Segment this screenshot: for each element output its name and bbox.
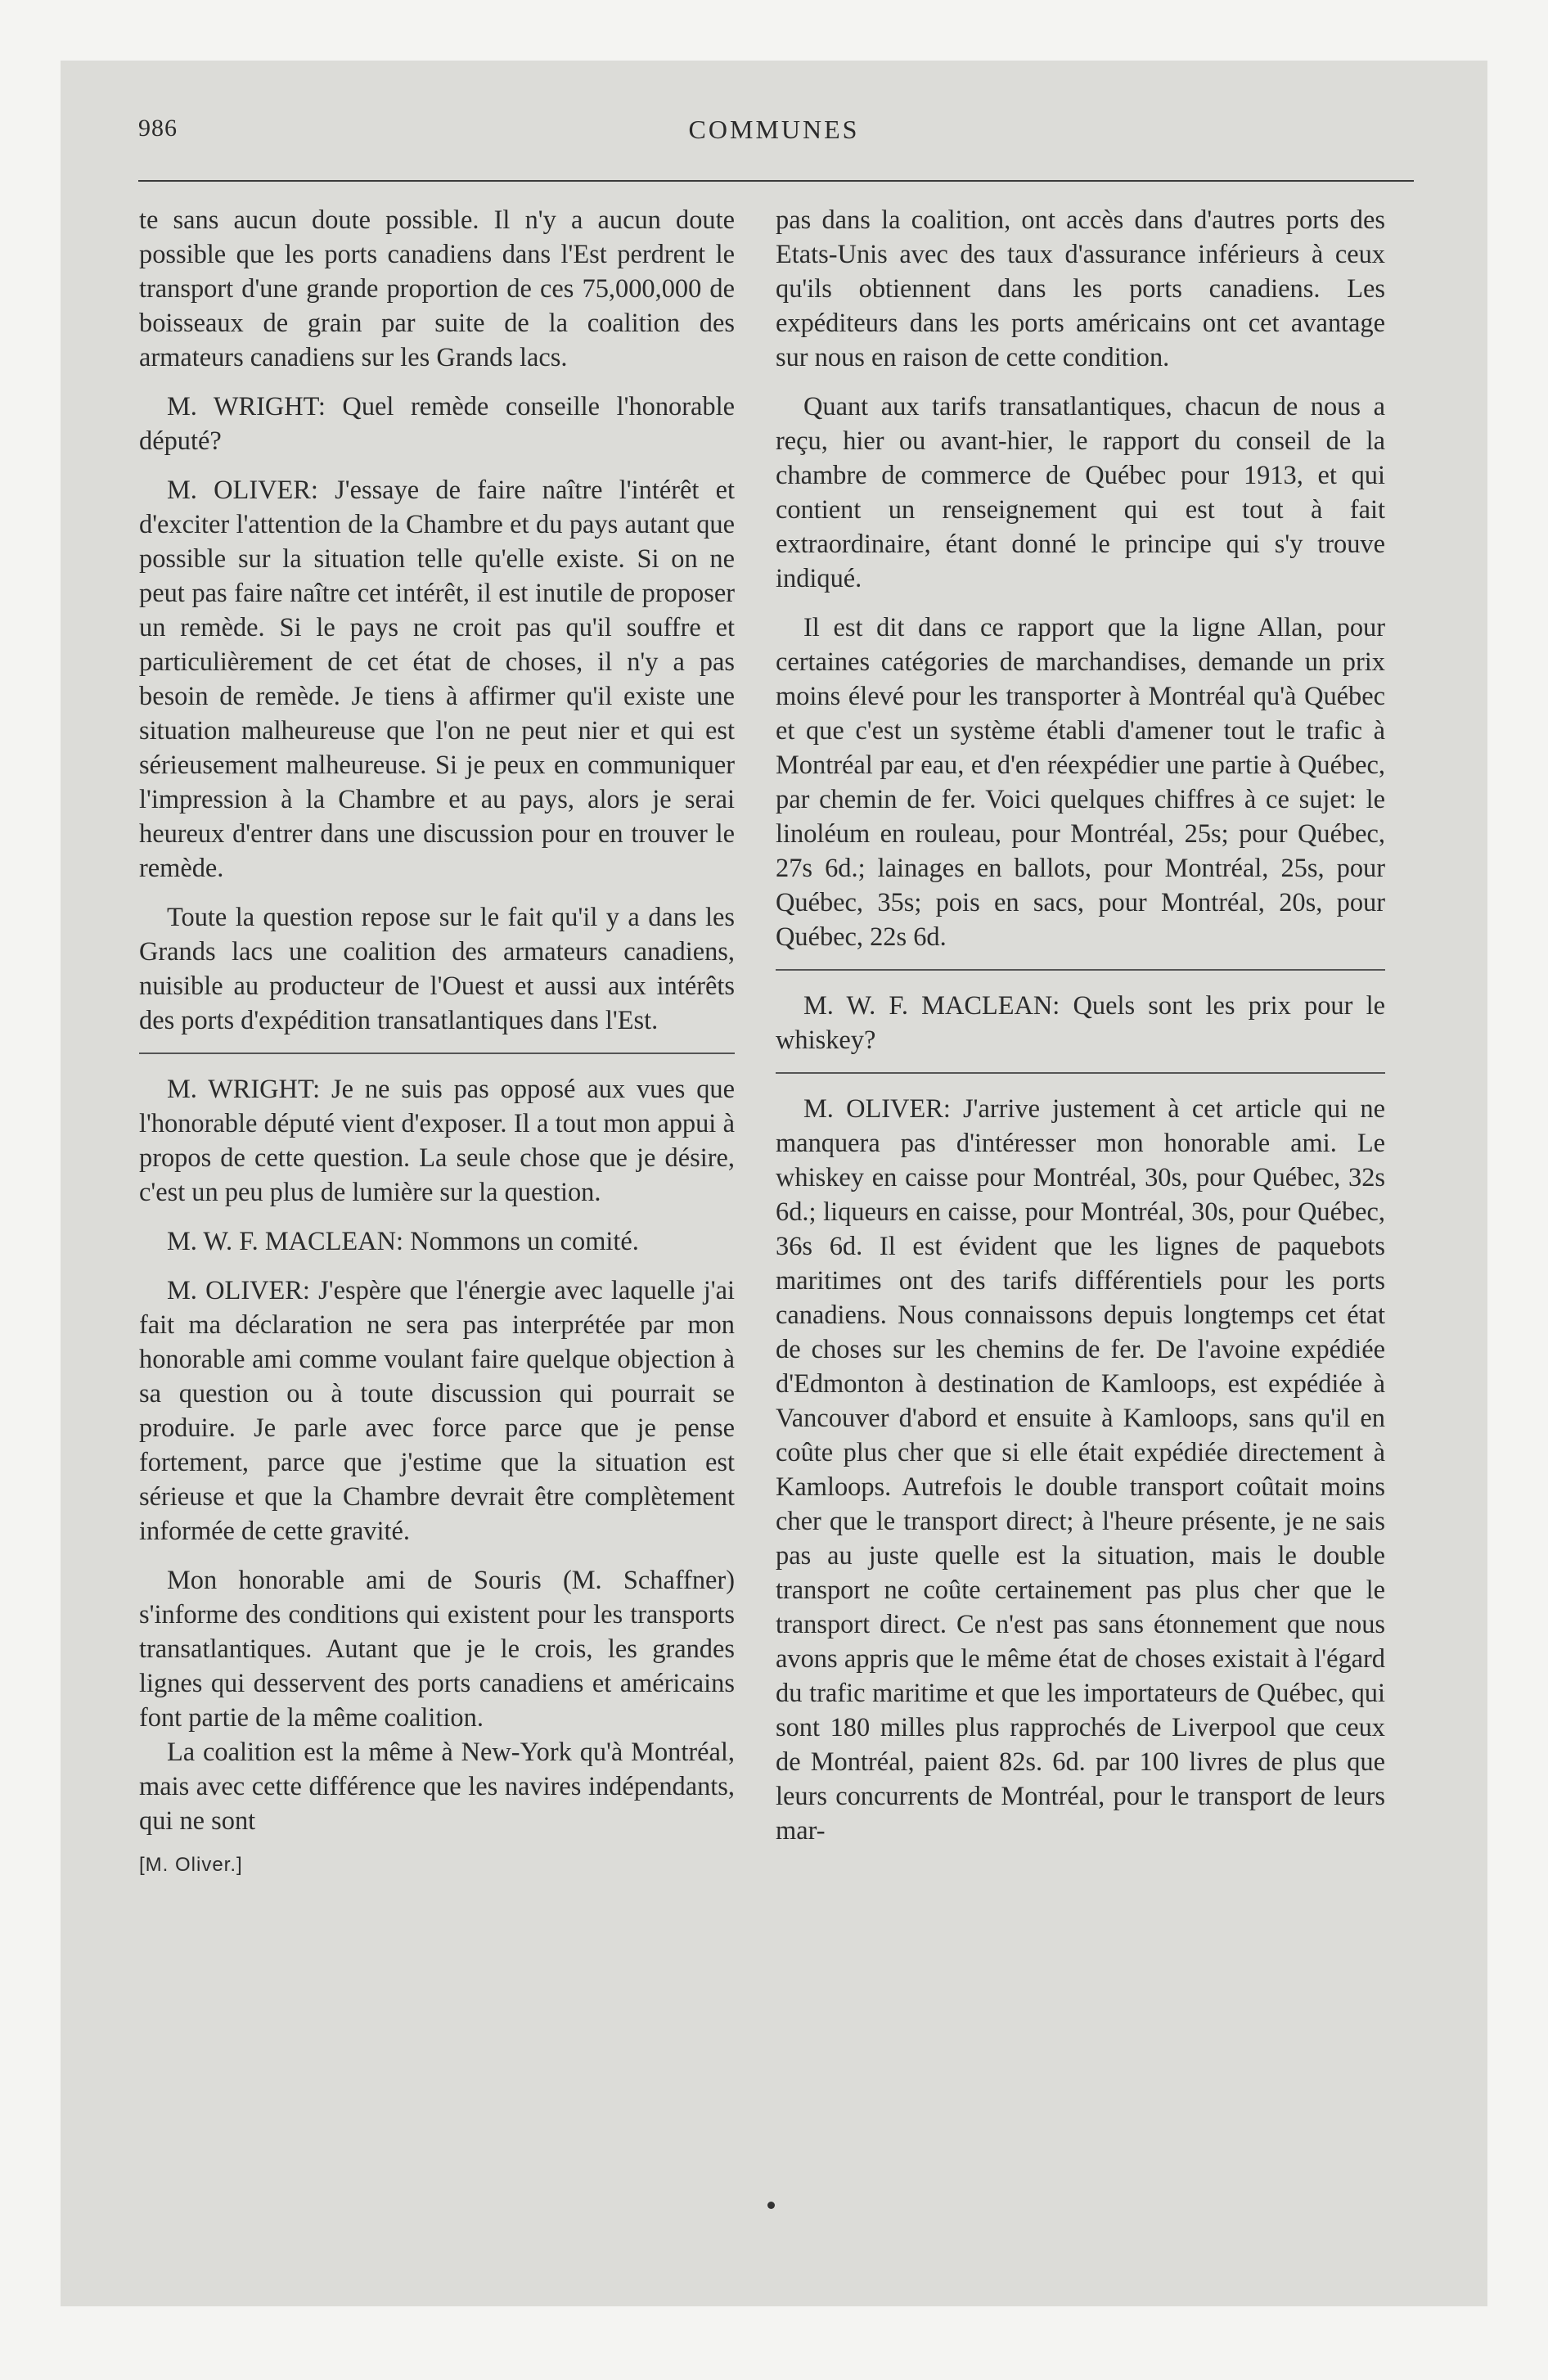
ink-speck (767, 2202, 775, 2209)
speaker-footer-tag: [M. Oliver.] (139, 1854, 243, 1876)
speaker-separator (139, 1053, 735, 1054)
speaker-separator (776, 1072, 1385, 1074)
paragraph: Toute la question repose sur le fait qu'il y a dans les Grands lacs une coalition des armateurs canadiens, nuisible au producteur de l'Ouest et aussi aux intérêts des ports d'expédition transatlantiques dans l'Est. (139, 903, 735, 1035)
paragraph: M. WRIGHT: Quel remède conseille l'honorable député? (139, 392, 735, 456)
left-column (139, 203, 735, 1882)
paragraph: La coalition est la même à New-York qu'à Montréal, mais avec cette différence que les navires indépendants, qui ne sont (139, 1738, 735, 1836)
paragraph: M. W. F. MACLEAN: Quels sont les prix pour le whiskey? (776, 991, 1385, 1055)
paragraph: Mon honorable ami de Souris (M. Schaffner) s'informe des conditions qui existent pour les transports transatlantiques. Autant que je le crois, les grandes lignes qui desservent des ports canadiens et américains font partie de la même coalition. (139, 1566, 735, 1733)
paragraph: M. WRIGHT: Je ne suis pas opposé aux vues que l'honorable député vient d'exposer. Il a tout mon appui à propos de cette question. La seule chose que je désire, c'est un peu plus de lumière sur la question. (139, 1075, 735, 1207)
paragraph: te sans aucun doute possible. Il n'y a aucun doute possible que les ports canadiens dans l'Est perdrent le transport d'une grande proportion de ces 75,000,000 de boisseaux de grain par suite de la coalition des armateurs canadiens sur les Grands lacs. (139, 205, 735, 372)
paragraph: M. OLIVER: J'arrive justement à cet article qui ne manquera pas d'intéresser mon honorable ami. Le whiskey en caisse pour Montréal, 30s, pour Québec, 32s 6d.; liqueurs en caisse, pour Montréal, 30s, pour Québec, 36s 6d. Il est évident que les lignes de paquebots maritimes ont des tarifs différentiels pour les ports canadiens. Nous connaissons depuis longtemps cet état de choses sur les chemins de fer. De l'avoine expédiée d'Edmonton à destination de Kamloops, est expédiée à Vancouver d'abord et ensuite à Kamloops, sans qu'il en coûte plus cher que si elle était expédiée directement à Kamloops. Autrefois le double transport coûtait moins cher que le transport direct; à l'heure présente, je ne sais pas au juste quelle est la situation, mais le double transport ne coûte certainement pas plus cher que le transport direct. Ce n'est pas sans étonnement que nous avons appris que le même état de choses existait à l'égard du trafic maritime et que les importateurs de Québec, qui sont 180 milles plus rapprochés de Liverpool que ceux de Montréal, paient 82s. 6d. par 100 livres de plus que leurs concurrents de Montréal, pour le transport de leurs mar- (776, 1094, 1385, 1846)
speaker-separator (776, 969, 1385, 971)
page-number: 986 (138, 115, 178, 142)
right-column (776, 203, 1385, 1863)
paragraph: M. OLIVER: J'espère que l'énergie avec laquelle j'ai fait ma déclaration ne sera pas interprétée par mon honorable ami comme voulant faire quelque objection à sa question ou à toute discussion qui pourrait se produire. Je parle avec force parce que je pense fortement, parce que j'estime que la situation est sérieuse et que la Chambre devrait être complètement informée de cette gravité. (139, 1276, 735, 1546)
paragraph: M. OLIVER: J'essaye de faire naître l'intérêt et d'exciter l'attention de la Chambre et du pays autant que possible sur la situation telle qu'elle existe. Si on ne peut pas faire naître cet intérêt, il est inutile de proposer un remède. Si le pays ne croit pas qu'il souffre et particulièrement de cet état de choses, il n'y a pas besoin de remède. Je tiens à affirmer qu'il existe une situation malheureuse que l'on ne peut nier et qui est sérieusement malheureuse. Si je peux en communiquer l'impression à la Chambre et au pays, alors je serai heureux d'entrer dans une discussion pour en trouver le remède. (139, 476, 735, 883)
header-rule (138, 180, 1414, 182)
paragraph: Quant aux tarifs transatlantiques, chacun de nous a reçu, hier ou avant-hier, le rapport du conseil de la chambre de commerce de Québec pour 1913, et qui contient un renseignement qui est tout à fait extraordinaire, étant donné le principe qui s'y trouve indiqué. (776, 392, 1385, 593)
paragraph: pas dans la coalition, ont accès dans d'autres ports des Etats-Unis avec des taux d'assurance inférieurs à ceux qu'ils obtiennent dans les ports canadiens. Les expéditeurs dans les ports américains ont cet avantage sur nous en raison de cette condition. (776, 205, 1385, 372)
paragraph: M. W. F. MACLEAN: Nommons un comité. (167, 1227, 639, 1256)
running-title: COMMUNES (688, 115, 860, 144)
paragraph: Il est dit dans ce rapport que la ligne Allan, pour certaines catégories de marchandises, demande un prix moins élevé pour les transporter à Montréal qu'à Québec et que c'est un système établi d'amener tout le trafic à Montréal par eau, et d'en réexpédier une partie à Québec, par chemin de fer. Voici quelques chiffres à ce sujet: le linoléum en rouleau, pour Montréal, 25s; pour Québec, 27s 6d.; lainages en ballots, pour Montréal, 25s, pour Québec, 35s; pois en sacs, pour Montréal, 20s, pour Québec, 22s 6d. (776, 613, 1385, 952)
